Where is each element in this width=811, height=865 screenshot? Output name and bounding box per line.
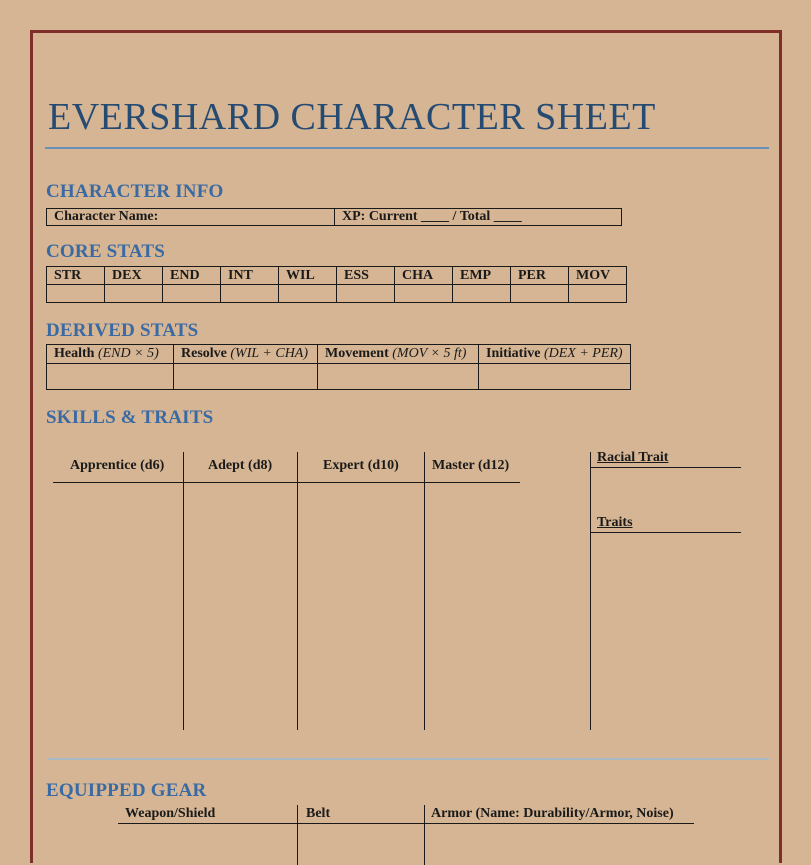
stat-header-int: INT: [221, 267, 279, 285]
derived-header-movement: [318, 345, 479, 364]
racial-trait-rule: [590, 467, 741, 468]
stat-value-str[interactable]: [47, 285, 105, 303]
gear-section-divider: [47, 758, 769, 760]
stat-value-dex[interactable]: [105, 285, 163, 303]
skill-header-master: Master (d12): [432, 458, 510, 473]
derived-formula-resolve: (WIL + CHA): [230, 346, 309, 361]
derived-header-health: [47, 345, 174, 364]
stat-header-mov: MOV: [569, 267, 627, 285]
gear-column-divider-1: [297, 805, 298, 865]
skills-column-divider-1: [183, 452, 184, 730]
derived-header-resolve: [174, 345, 318, 364]
character-sheet-frame: [30, 30, 782, 863]
skills-header-rule: [53, 482, 520, 483]
gear-header-weapon-shield: Weapon/Shield: [125, 806, 216, 821]
derived-label-initiative: Initiative: [486, 346, 541, 361]
skill-header-expert: Expert (d10): [323, 458, 399, 473]
skills-column-divider-3: [424, 452, 425, 730]
section-core-stats: CORE STATS: [46, 241, 166, 262]
stat-value-cha[interactable]: [395, 285, 453, 303]
character-name-field[interactable]: Character Name:: [47, 209, 335, 226]
derived-label-health: Health: [54, 346, 95, 361]
derived-value-initiative[interactable]: [479, 364, 631, 390]
stat-header-wil: WIL: [279, 267, 337, 285]
traits-column-divider: [590, 452, 591, 730]
stat-value-mov[interactable]: [569, 285, 627, 303]
stat-header-emp: EMP: [453, 267, 511, 285]
traits-label: Traits: [597, 515, 633, 530]
derived-label-resolve: Resolve: [181, 346, 227, 361]
stat-header-per: PER: [511, 267, 569, 285]
skill-header-adept: Adept (d8): [208, 458, 273, 473]
traits-rule: [590, 532, 741, 533]
stat-value-end[interactable]: [163, 285, 221, 303]
section-skills-traits: SKILLS & TRAITS: [46, 407, 214, 428]
character-info-table: [46, 208, 622, 226]
stat-value-wil[interactable]: [279, 285, 337, 303]
gear-header-armor: Armor (Name: Durability/Armor, Noise): [431, 806, 674, 821]
skills-column-divider-2: [297, 452, 298, 730]
derived-header-initiative: [479, 345, 631, 364]
stat-header-dex: DEX: [105, 267, 163, 285]
page-title: EVERSHARD CHARACTER SHEET: [48, 96, 656, 138]
title-divider: [45, 147, 769, 149]
stat-header-cha: CHA: [395, 267, 453, 285]
stat-value-int[interactable]: [221, 285, 279, 303]
gear-column-divider-2: [424, 805, 425, 865]
gear-header-belt: Belt: [306, 806, 331, 821]
core-stats-table: [46, 266, 627, 303]
section-equipped-gear: EQUIPPED GEAR: [46, 780, 207, 801]
derived-stats-table: [46, 344, 631, 390]
xp-field[interactable]: XP: Current ____ / Total ____: [335, 209, 622, 226]
stat-header-ess: ESS: [337, 267, 395, 285]
gear-header-rule: [118, 823, 694, 824]
derived-value-health[interactable]: [47, 364, 174, 390]
stat-value-per[interactable]: [511, 285, 569, 303]
stat-header-str: STR: [47, 267, 105, 285]
racial-trait-label: Racial Trait: [597, 450, 669, 465]
stat-value-ess[interactable]: [337, 285, 395, 303]
skill-header-apprentice: Apprentice (d6): [70, 458, 165, 473]
derived-formula-initiative: (DEX + PER): [543, 346, 623, 361]
section-character-info: CHARACTER INFO: [46, 181, 224, 202]
derived-formula-movement: (MOV × 5 ft): [392, 346, 467, 361]
derived-value-movement[interactable]: [318, 364, 479, 390]
derived-label-movement: Movement: [325, 346, 389, 361]
stat-value-emp[interactable]: [453, 285, 511, 303]
derived-formula-health: (END × 5): [97, 346, 159, 361]
stat-header-end: END: [163, 267, 221, 285]
derived-value-resolve[interactable]: [174, 364, 318, 390]
section-derived-stats: DERIVED STATS: [46, 320, 199, 341]
